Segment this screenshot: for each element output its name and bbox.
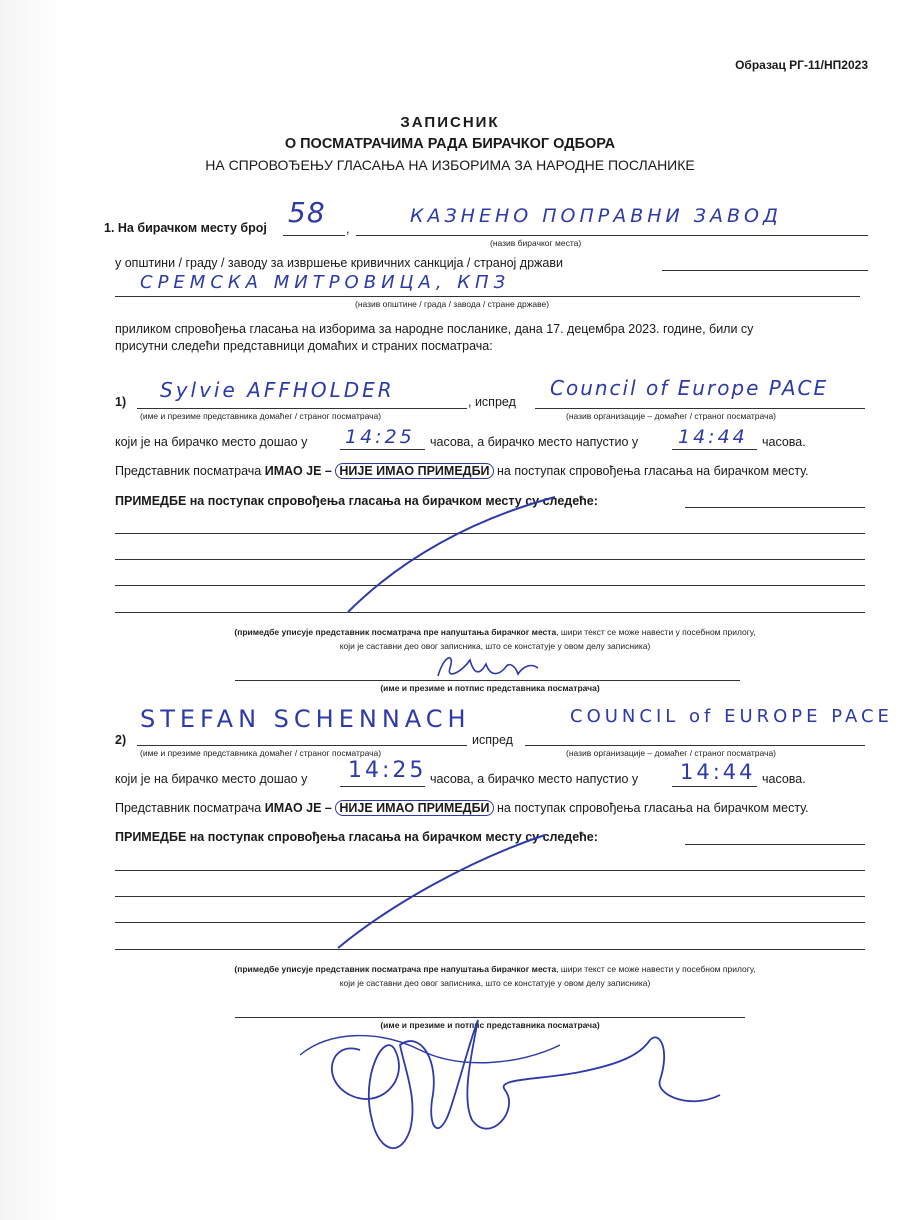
observer-1-hours-mid: часова, а бирачко место напустио у	[430, 435, 639, 449]
title-line-1: ЗАПИСНИК	[400, 114, 500, 131]
observer-1-before: испред	[474, 395, 516, 409]
observer-1-arrived: 14:25	[345, 426, 415, 448]
observer-1-signature-caption: (име и презиме и потпис представника посматрача)	[380, 683, 600, 693]
observer-1-remarks-strike	[348, 497, 555, 612]
observer-2-arrived: 14:25	[348, 758, 427, 783]
municipality-value: СРЕМСКА МИТРОВИЦА, КПЗ	[140, 272, 511, 293]
observer-2-note-2: који је саставни део овог записника, што се констатује у овом делу записника)	[339, 978, 651, 988]
observer-2-left: 14:44	[680, 760, 756, 784]
observer-1-note-2: који је саставни део овог записника, што се констатује у овом делу записника)	[339, 641, 651, 651]
observer-1-remark-line: Представник посматрача ИМАО ЈЕ – НИЈЕ ИМАО ПРИМЕДБИ на поступак спровођења гласања на бирачком месту.	[115, 464, 809, 478]
observer-1-remarks-title: ПРИМЕДБЕ на поступак спровођења гласања на бирачком месту су следеће:	[115, 494, 598, 508]
observer-2-hours-end: часова.	[762, 772, 806, 786]
observer-1-circled-answer: НИЈЕ ИМАО ПРИМЕДБИ	[335, 463, 493, 479]
observer-2-signature-caption: (име и презиме и потпис представника посматрача)	[380, 1020, 600, 1030]
municipality-label: у општини / граду / заводу за извршење кривичних санкција / страној држави	[115, 256, 563, 270]
observer-2-circled-answer: НИЈЕ ИМАО ПРИМЕДБИ	[335, 800, 493, 816]
observer-1-org-caption: (назив организације – домаћег / страног посматрача)	[566, 411, 777, 421]
intro-line-2: присутни следећи представници домаћих и страних посматрача:	[115, 339, 493, 353]
observer-2-remarks-title: ПРИМЕДБЕ на поступак спровођења гласања на бирачком месту су следеће:	[115, 830, 598, 844]
observer-2-org: COUNCIL of EUROPE PACE	[570, 706, 893, 727]
observer-1-name-caption: (име и презиме представника домаћег / страног посматрача)	[140, 411, 382, 421]
title-line-3: НА СПРОВОЂЕЊУ ГЛАСАЊА НА ИЗБОРИМА ЗА НАРОДНЕ ПОСЛАНИКЕ	[205, 157, 695, 173]
observer-1-org: Council of Europe PACE	[550, 376, 829, 400]
observer-1-arrived-label: који је на бирачко место дошао у	[115, 435, 308, 449]
observer-1-left: 14:44	[678, 426, 748, 448]
observer-2-remarks-strike	[338, 835, 545, 948]
observer-2-note-1: (примедбе уписује представник посматрача пре напуштања бирачког места, шири текст се може навести у посебном прилогу,	[234, 964, 756, 974]
observer-2-org-caption: (назив организације – домаћег / страног посматрача)	[566, 748, 777, 758]
observer-2-arrived-label: који је на бирачко место дошао у	[115, 772, 308, 786]
observer-1-hours-end: часова.	[762, 435, 806, 449]
station-number: 58	[288, 196, 326, 229]
station-name-caption: (назив бирачког места)	[490, 238, 582, 248]
observer-1-index: 1)	[115, 395, 127, 409]
observer-2-remark-line: Представник посматрача ИМАО ЈЕ – НИЈЕ ИМАО ПРИМЕДБИ на поступак спровођења гласања на бирачком месту.	[115, 801, 809, 815]
observer-2-name-caption: (име и презиме представника домаћег / страног посматрача)	[140, 748, 382, 758]
municipality-caption: (назив општине / града / завода / стране државе)	[355, 299, 550, 309]
intro-line-1: приликом спровођења гласања на изборима за народне посланике, дана 17. децембра 2023. године, били су	[115, 322, 754, 336]
form-code: Образац РГ-11/НП2023	[735, 58, 868, 72]
title-line-2: О ПОСМАТРАЧИМА РАДА БИРАЧКОГ ОДБОРА	[284, 136, 616, 152]
observer-1-note-1: (примедбе уписује представник посматрача пре напуштања бирачког места, шири текст се може навести у посебном прилогу,	[234, 627, 756, 637]
observer-1-name: Sylvie AFFHOLDER	[160, 378, 395, 402]
observer-2-hours-mid: часова, а бирачко место напустио у	[430, 772, 639, 786]
observer-2-name: STEFAN SCHENNACH	[140, 705, 471, 733]
polling-station-label: 1. На бирачком месту број	[104, 221, 267, 235]
observer-2-index: 2)	[115, 733, 127, 747]
observer-1-signature	[438, 658, 538, 676]
observer-2-before: испред	[472, 733, 513, 747]
station-name: КАЗНЕНО ПОПРАВНИ ЗАВОД	[410, 205, 782, 227]
